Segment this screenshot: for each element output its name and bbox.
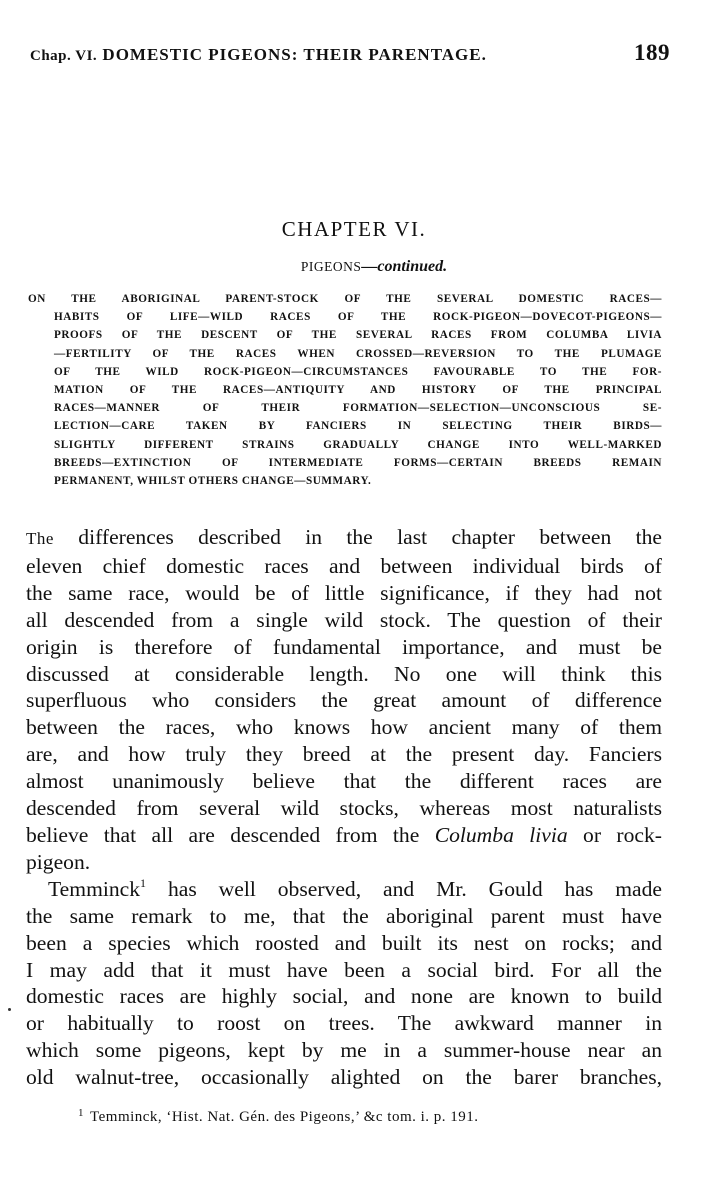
paragraph-2-line: been a species which roosted and built its nest on rocks; and	[26, 930, 662, 955]
body-text	[26, 524, 662, 1091]
chapter-synopsis	[28, 290, 662, 490]
species-name-italic: Columba livia	[434, 822, 568, 847]
paragraph-1-line: between the races, who knows how ancient many of them	[26, 715, 662, 740]
paragraph-1-line: are, and how truly they breed at the present day. Fanciers	[26, 742, 662, 767]
paragraph-2-first-word: Temminck	[48, 876, 141, 901]
paragraph-1-line: almost unanimously believe that the different races are	[26, 769, 662, 794]
paragraph-2-line: old walnut-tree, occasionally alighted on the barer branches,	[26, 1065, 662, 1090]
synopsis-line: OF THE WILD ROCK-PIGEON—CIRCUMSTANCES FAVOURABLE TO THE FOR-	[54, 365, 662, 378]
paragraph-1-line12-before: believe that all are descended from the	[26, 822, 435, 847]
paragraph-1-first-word: The	[26, 529, 54, 548]
synopsis-line: —FERTILITY OF THE RACES WHEN CROSSED—REVERSION TO THE PLUMAGE	[54, 347, 662, 360]
chapter-subtitle-continued: —continued.	[361, 258, 448, 275]
running-head	[30, 40, 670, 66]
paragraph-1-line	[26, 822, 662, 849]
running-head-chapter: Chap. VI.	[30, 48, 98, 64]
synopsis-line: PROOFS OF THE DESCENT OF THE SEVERAL RACES FROM COLUMBA LIVIA	[54, 329, 662, 342]
paragraph-1-line: eleven chief domestic races and between individual birds of	[26, 553, 662, 578]
chapter-subtitle	[0, 258, 708, 276]
paragraph-1-last-line: pigeon.	[26, 849, 91, 874]
synopsis-line: ON THE ABORIGINAL PARENT-STOCK OF THE SEVERAL DOMESTIC RACES—	[28, 293, 662, 305]
running-head-text	[30, 45, 487, 65]
synopsis-line: BREEDS—EXTINCTION OF INTERMEDIATE FORMS—CERTAIN BREEDS REMAIN	[54, 456, 662, 469]
paragraph-1-line1-rest: differences described in the last chapter between the	[53, 525, 662, 549]
paragraph-2-line1-rest: has well observed, and Mr. Gould has made	[146, 876, 662, 901]
paragraph-1-line: descended from several wild stocks, whereas most naturalists	[26, 796, 662, 821]
page-number: 189	[634, 40, 670, 65]
footnote-number: 1	[78, 1107, 84, 1119]
paragraph-1-line: superfluous who considers the great amount of difference	[26, 688, 662, 713]
paragraph-2-line: domestic races are highly social, and none are known to build	[26, 984, 662, 1009]
footnote-reference[interactable]: 1	[140, 875, 147, 890]
paragraph-2-line: or habitually to roost on trees. The awkward manner in	[26, 1011, 662, 1036]
running-head-title: DOMESTIC PIGEONS: THEIR PARENTAGE.	[102, 45, 487, 64]
paragraph-1-line: discussed at considerable length. No one will think this	[26, 661, 662, 686]
footnote-text: Temminck, ‘Hist. Nat. Gén. des Pigeons,’ &c tom. i. p. 191.	[90, 1109, 479, 1125]
stray-ink-mark	[8, 1008, 11, 1011]
chapter-subtitle-main: PIGEONS	[300, 259, 362, 274]
synopsis-line: MATION OF THE RACES—ANTIQUITY AND HISTORY OF THE PRINCIPAL	[54, 384, 662, 397]
paragraph-2-line: I may add that it must have been a social bird. For all the	[26, 957, 662, 982]
synopsis-line: HABITS OF LIFE—WILD RACES OF THE ROCK-PIGEON—DOVECOT-PIGEONS—	[54, 311, 662, 324]
paragraph-1-line	[26, 524, 662, 553]
synopsis-line: SLIGHTLY DIFFERENT STRAINS GRADUALLY CHANGE INTO WELL-MARKED	[54, 438, 662, 451]
synopsis-line: RACES—MANNER OF THEIR FORMATION—SELECTION—UNCONSCIOUS SE-	[54, 402, 662, 415]
paragraph-1-line: all descended from a single wild stock. The question of their	[26, 607, 662, 632]
synopsis-line: LECTION—CARE TAKEN BY FANCIERS IN SELECTING THEIR BIRDS—	[54, 420, 662, 433]
paragraph-1-line: the same race, would be of little significance, if they had not	[26, 580, 662, 605]
chapter-title: CHAPTER VI.	[281, 217, 427, 241]
paragraph-1-line: origin is therefore of fundamental importance, and must be	[26, 634, 662, 659]
paragraph-2-line: which some pigeons, kept by me in a summer-house near an	[26, 1038, 662, 1063]
footnote	[78, 1107, 479, 1126]
paragraph-1-line12-after: or rock-	[567, 822, 662, 847]
paragraph-2-line: the same remark to me, that the aboriginal parent must have	[26, 903, 662, 928]
synopsis-line: PERMANENT, WHILST OTHERS CHANGE—SUMMARY.	[54, 475, 372, 488]
paragraph-2-line	[26, 876, 662, 903]
